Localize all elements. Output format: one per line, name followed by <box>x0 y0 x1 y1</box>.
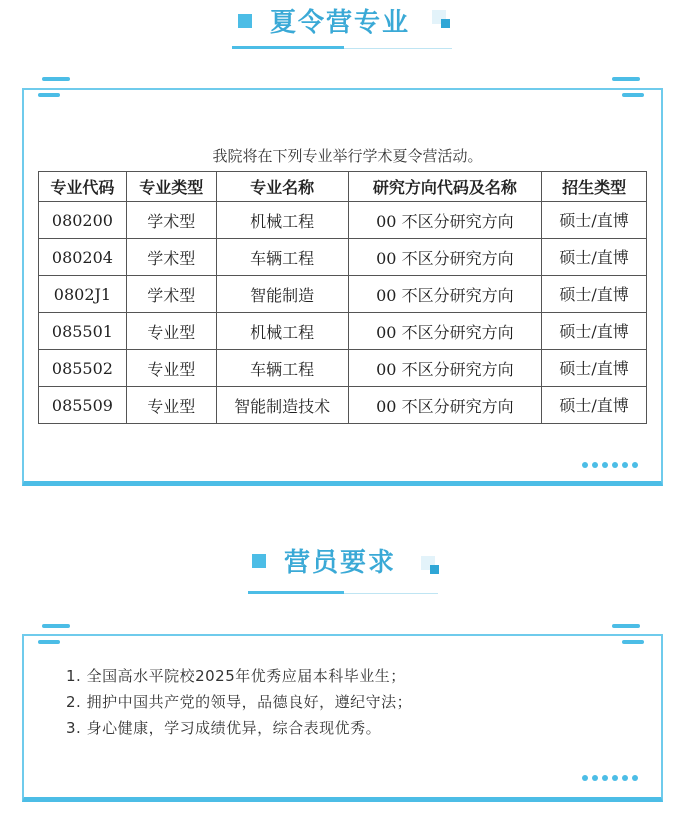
major-code: 085502 <box>39 350 127 387</box>
major-name: 车辆工程 <box>216 239 348 276</box>
research-direction: 00 不区分研究方向 <box>348 239 542 276</box>
list-item: 2. 拥护中国共产党的领导，品德良好，遵纪守法； <box>66 693 413 711</box>
title-underline <box>248 591 344 594</box>
dots-decoration <box>582 775 638 781</box>
major-type: 学术型 <box>126 276 216 313</box>
table-header-row <box>39 172 647 202</box>
section-header-requirements <box>0 540 695 600</box>
major-name: 智能制造 <box>216 276 348 313</box>
dots-decoration <box>582 462 638 468</box>
research-direction: 00 不区分研究方向 <box>348 276 542 313</box>
square-bullet-icon <box>252 554 266 568</box>
majors-intro: 我院将在下列专业举行学术夏令营活动。 <box>212 147 483 165</box>
section-title: 营员要求 <box>284 548 397 578</box>
major-name: 车辆工程 <box>216 350 348 387</box>
research-direction: 00 不区分研究方向 <box>348 350 542 387</box>
enrollment-type: 硕士/直博 <box>542 276 647 313</box>
column-header: 招生类型 <box>542 172 647 202</box>
square-decoration-icon <box>432 10 448 26</box>
major-type: 专业型 <box>126 387 216 424</box>
title-underline <box>232 46 344 49</box>
table-row <box>39 276 647 313</box>
table-row <box>39 313 647 350</box>
enrollment-type: 硕士/直博 <box>542 313 647 350</box>
square-bullet-icon <box>238 14 252 28</box>
major-code: 085509 <box>39 387 127 424</box>
enrollment-type: 硕士/直博 <box>542 239 647 276</box>
major-code: 085501 <box>39 313 127 350</box>
major-type: 学术型 <box>126 239 216 276</box>
major-type: 专业型 <box>126 313 216 350</box>
square-decoration-icon <box>421 556 437 572</box>
majors-table <box>38 171 647 424</box>
major-name: 机械工程 <box>216 202 348 239</box>
column-header: 研究方向代码及名称 <box>348 172 542 202</box>
research-direction: 00 不区分研究方向 <box>348 313 542 350</box>
major-name: 机械工程 <box>216 313 348 350</box>
research-direction: 00 不区分研究方向 <box>348 202 542 239</box>
enrollment-type: 硕士/直博 <box>542 350 647 387</box>
enrollment-type: 硕士/直博 <box>542 202 647 239</box>
table-row <box>39 350 647 387</box>
column-header: 专业代码 <box>39 172 127 202</box>
column-header: 专业类型 <box>126 172 216 202</box>
list-item: 1. 全国高水平院校2025年优秀应届本科毕业生； <box>66 667 406 685</box>
section-header-majors <box>0 0 695 60</box>
requirements-list <box>66 663 412 741</box>
major-code: 0802J1 <box>39 276 127 313</box>
list-item: 3. 身心健康，学习成绩优异，综合表现优秀。 <box>66 719 382 737</box>
table-row <box>39 202 647 239</box>
major-type: 专业型 <box>126 350 216 387</box>
table-row <box>39 239 647 276</box>
column-header: 专业名称 <box>216 172 348 202</box>
major-name: 智能制造技术 <box>216 387 348 424</box>
table-row <box>39 387 647 424</box>
enrollment-type: 硕士/直博 <box>542 387 647 424</box>
section-title: 夏令营专业 <box>270 8 411 38</box>
research-direction: 00 不区分研究方向 <box>348 387 542 424</box>
major-type: 学术型 <box>126 202 216 239</box>
major-code: 080200 <box>39 202 127 239</box>
major-code: 080204 <box>39 239 127 276</box>
